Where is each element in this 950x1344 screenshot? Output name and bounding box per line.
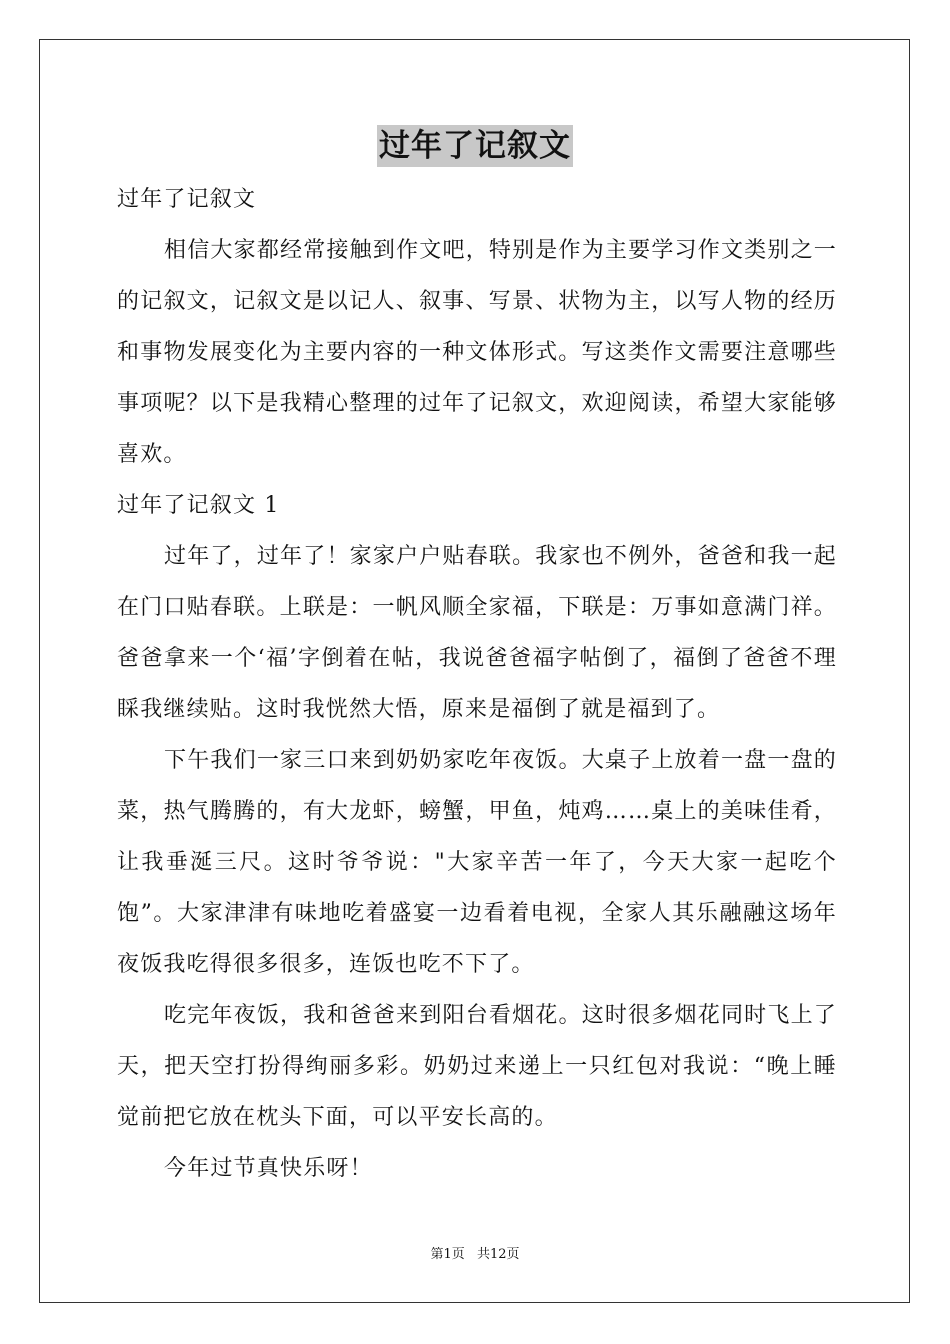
body-paragraph-1: 过年了，过年了！家家户户贴春联。我家也不例外，爸爸和我一起在门口贴春联。上联是：一帆风顺全家福，下联是：万事如意满门祥。爸爸拿来一个‘福’字倒着在帖，我说爸爸福字帖倒了，福倒了爸爸不理睬我继续贴。这时我恍然大悟，原来是福倒了就是福到了。 xyxy=(117,544,837,722)
page-number: 第1页 xyxy=(430,1247,465,1262)
body-paragraph-2: 下午我们一家三口来到奶奶家吃年夜饭。大桌子上放着一盘一盘的菜，热气腾腾的，有大龙虾，螃蟹，甲鱼，炖鸡……桌上的美味佳肴，让我垂涎三尺。这时爷爷说："大家辛苦一年了，今天大家一起吃个饱”。大家津津有味地吃着盛宴一边看着电视，全家人其乐融融这场年夜饭我吃得很多很多，连饭也吃不下了。 xyxy=(117,748,837,977)
document-body xyxy=(117,174,837,1194)
intro-paragraph: 相信大家都经常接触到作文吧，特别是作为主要学习作文类别之一的记叙文，记叙文是以记人、叙事、写景、状物为主，以写人物的经历和事物发展变化为主要内容的一种文体形式。写这类作文需要注意哪些事项呢？以下是我精心整理的过年了记叙文，欢迎阅读，希望大家能够喜欢。 xyxy=(117,238,837,467)
page-footer xyxy=(0,1246,950,1264)
total-pages: 共12页 xyxy=(476,1247,520,1262)
title-area xyxy=(0,125,950,167)
section-heading: 过年了记叙文 1 xyxy=(117,493,280,518)
document-title: 过年了记叙文 xyxy=(377,125,573,167)
body-paragraph-4: 今年过节真快乐呀！ xyxy=(164,1156,373,1181)
body-paragraph-3: 吃完年夜饭，我和爸爸来到阳台看烟花。这时很多烟花同时飞上了天，把天空打扮得绚丽多彩。奶奶过来递上一只红包对我说：“晚上睡觉前把它放在枕头下面，可以平安长高的。 xyxy=(117,1003,837,1130)
document-subtitle: 过年了记叙文 xyxy=(117,187,257,212)
